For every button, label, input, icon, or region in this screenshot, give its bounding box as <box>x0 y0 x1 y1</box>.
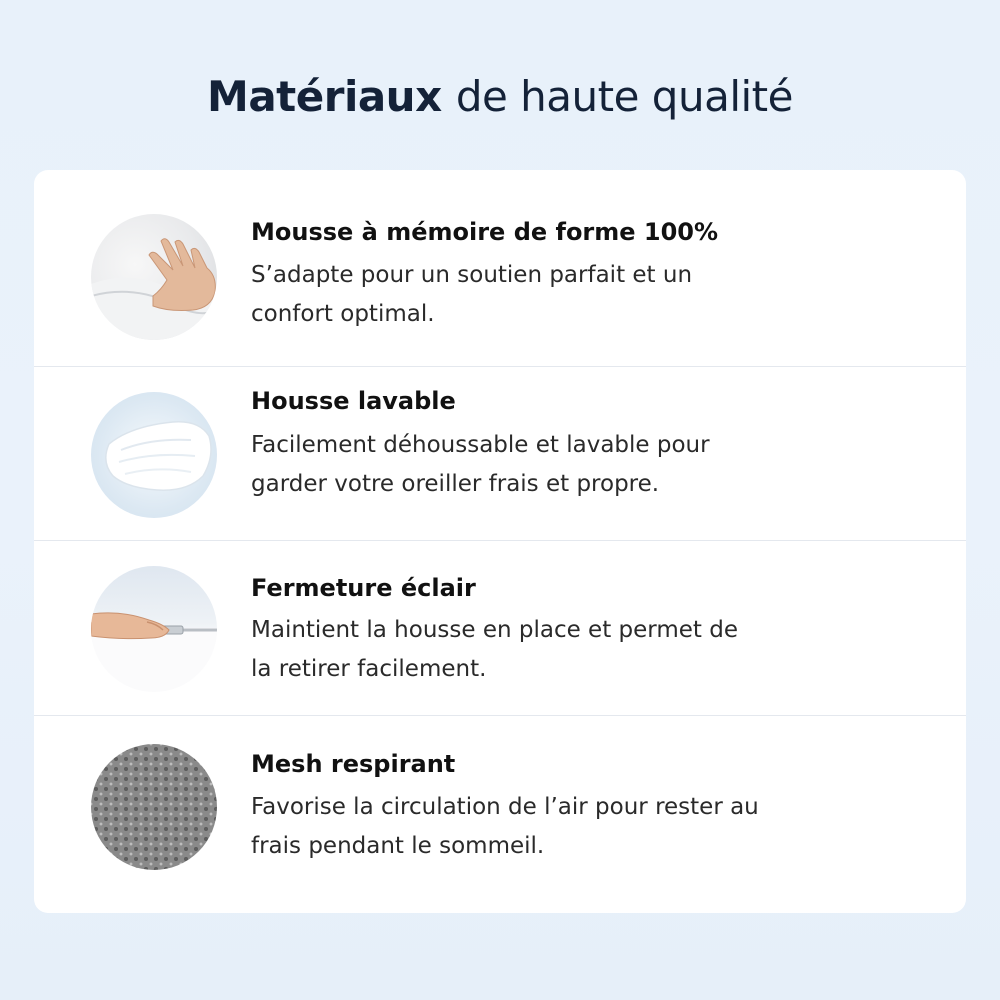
zipper-icon <box>91 566 217 692</box>
feature-row-memory-foam <box>34 170 966 367</box>
feature-row-washable-cover <box>34 367 966 541</box>
memory-foam-hand-icon <box>91 214 217 340</box>
feature-title: Fermeture éclair <box>251 574 476 602</box>
feature-row-zipper <box>34 541 966 716</box>
feature-description-line: S’adapte pour un soutien parfait et un <box>251 262 693 288</box>
feature-description <box>251 611 851 689</box>
feature-description-line: garder votre oreiller frais et propre. <box>251 471 660 497</box>
feature-description-line: Maintient la housse en place et permet de <box>251 617 738 643</box>
feature-title: Mesh respirant <box>251 750 456 778</box>
mesh-fabric-icon <box>91 744 217 870</box>
feature-description <box>251 788 851 866</box>
washable-cover-icon <box>91 392 217 518</box>
page-title-light: de haute qualité <box>455 72 793 121</box>
feature-description-line: la retirer facilement. <box>251 656 487 682</box>
feature-description <box>251 426 851 504</box>
feature-description-line: frais pendant le sommeil. <box>251 833 545 859</box>
feature-description-line: confort optimal. <box>251 301 435 327</box>
page-title <box>0 72 1000 121</box>
feature-description-line: Favorise la circulation de l’air pour rester au <box>251 794 759 820</box>
page-title-strong: Matériaux <box>207 72 442 121</box>
feature-title: Mousse à mémoire de forme 100% <box>251 218 719 246</box>
features-card <box>34 170 966 913</box>
feature-row-mesh <box>34 716 966 913</box>
feature-title: Housse lavable <box>251 387 456 415</box>
feature-description <box>251 256 851 334</box>
feature-description-line: Facilement déhoussable et lavable pour <box>251 432 710 458</box>
